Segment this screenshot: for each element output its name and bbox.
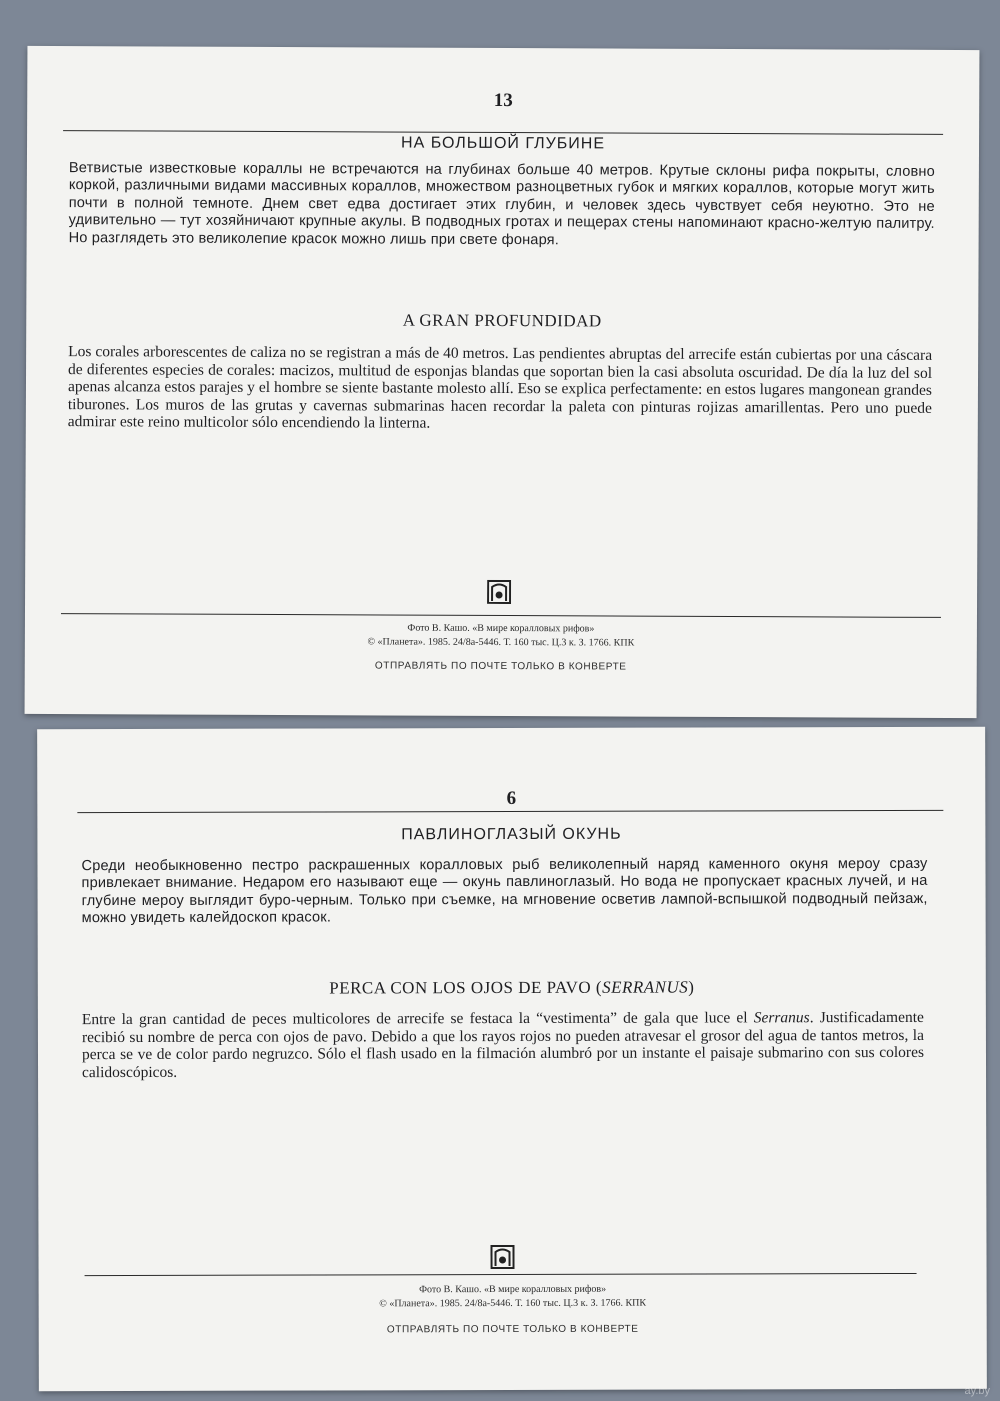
title-spanish-italic: SERRANUS <box>602 977 689 997</box>
card-number: 13 <box>493 89 513 112</box>
card-number: 6 <box>506 787 517 810</box>
text-spanish: Los corales arborescentes de caliza no se registran a más de 40 metros. Las pendientes abruptas del arrecife están cubiertas por una cáscara de diferentes especies de corales: macizos, multitud de esponjas blandas que soportan bien la casi absoluta oscuridad. De día la luz del sol apenas alcanza estos parajes y el hombre se siente bastante molesto allí. Eso se explica perfectamente: en estos lugares mangonean grandes tiburones. Los muros de las grutas y cavernas submarinas hacen recordar la paleta con pinturas rojizas amarillentas. Pero uno puede admirar este reino multicolor sólo encendiendo la linterna. <box>67 343 933 433</box>
copyright-line: © «Планета». 1985. 24/8а-5446. Т. 160 тыс. Ц.3 к. З. 1766. КПК <box>379 1297 647 1310</box>
publisher-logo-icon <box>487 580 511 604</box>
title-spanish-end: ) <box>688 977 695 997</box>
text-spanish-rest: . Justificadamente recibió su nombre de perca con ojos de pavo. Debido a que los rayos rojos no pueden atravesar el grosor del agua de tantos metros, la perca se ve de color pardo negruzco. Sólo el flash usado en la filmación alumbró por un instante el paisaje submarino con sus colores calidoscópicos. <box>81 1008 925 1081</box>
site-watermark: ay.by <box>964 1385 990 1397</box>
text-spanish-italic: Serranus <box>753 1009 810 1027</box>
text-russian: Ветвистые известковые кораллы не встречаются на глубинах больше 40 метров. Крутые склоны рифа покрыты, словно коркой, различными видами массивных кораллов, множеством разноцветных губок и мягких кораллов, которые могут жить почти в полной темноте. Днем свет едва достигает этих глубин, и человек здесь чувствует себя неуютно. Это не удивительно — тут хозяйничают крупные акулы. В подводных гротах и пещерах стены напоминают красно-желтую палитру. Но разглядеть это великолепие красок можно лишь при свете фонаря. <box>68 160 935 248</box>
postcard-back-13 <box>25 46 980 718</box>
title-russian: ПАВЛИНОГЛАЗЫЙ ОКУНЬ <box>401 825 622 844</box>
photo-credit: Фото В. Кашо. «В мире коралловых рифов» <box>407 622 595 635</box>
mailing-note: ОТПРАВЛЯТЬ ПО ПОЧТЕ ТОЛЬКО В КОНВЕРТЕ <box>374 660 627 673</box>
title-spanish <box>38 977 986 999</box>
bottom-rule <box>85 1273 917 1276</box>
postcard-back-6 <box>37 727 987 1391</box>
text-spanish-start: Entre la gran cantidad de peces multicolores de arrecife se festaca la “vestimenta” de gala que luce el <box>81 1009 754 1029</box>
mailing-note: ОТПРАВЛЯТЬ ПО ПОЧТЕ ТОЛЬКО В КОНВЕРТЕ <box>386 1323 639 1336</box>
title-spanish-main: PERCA CON LOS OJOS DE PAVO ( <box>329 977 603 998</box>
copyright-line: © «Планета». 1985. 24/8а-5446. Т. 160 тыс. Ц.3 к. З. 1766. КПК <box>367 636 635 649</box>
photo-credit: Фото В. Кашо. «В мире коралловых рифов» <box>419 1283 607 1296</box>
title-spanish: A GRAN PROFUNDIDAD <box>402 310 602 331</box>
text-russian: Среди необыкновенно пестро раскрашенных коралловых рыб великолепный наряд каменного окуня мероу сразу привлекает внимание. Недаром его называют еще — окунь павлиноглазый. Но вода не пропускает красных лучей, и на глубине мероу выглядит буро-черным. Только при съемке, на мгновение осветив лампой-вспышкой подводный пейзаж, можно увидеть калейдоскоп красок. <box>81 855 928 927</box>
publication-info <box>39 1282 987 1312</box>
bottom-rule <box>61 613 941 618</box>
publication-info <box>25 620 977 652</box>
text-spanish <box>82 1009 924 1082</box>
publisher-logo-icon <box>490 1245 514 1269</box>
title-russian: НА БОЛЬШОЙ ГЛУБИНЕ <box>401 134 606 153</box>
